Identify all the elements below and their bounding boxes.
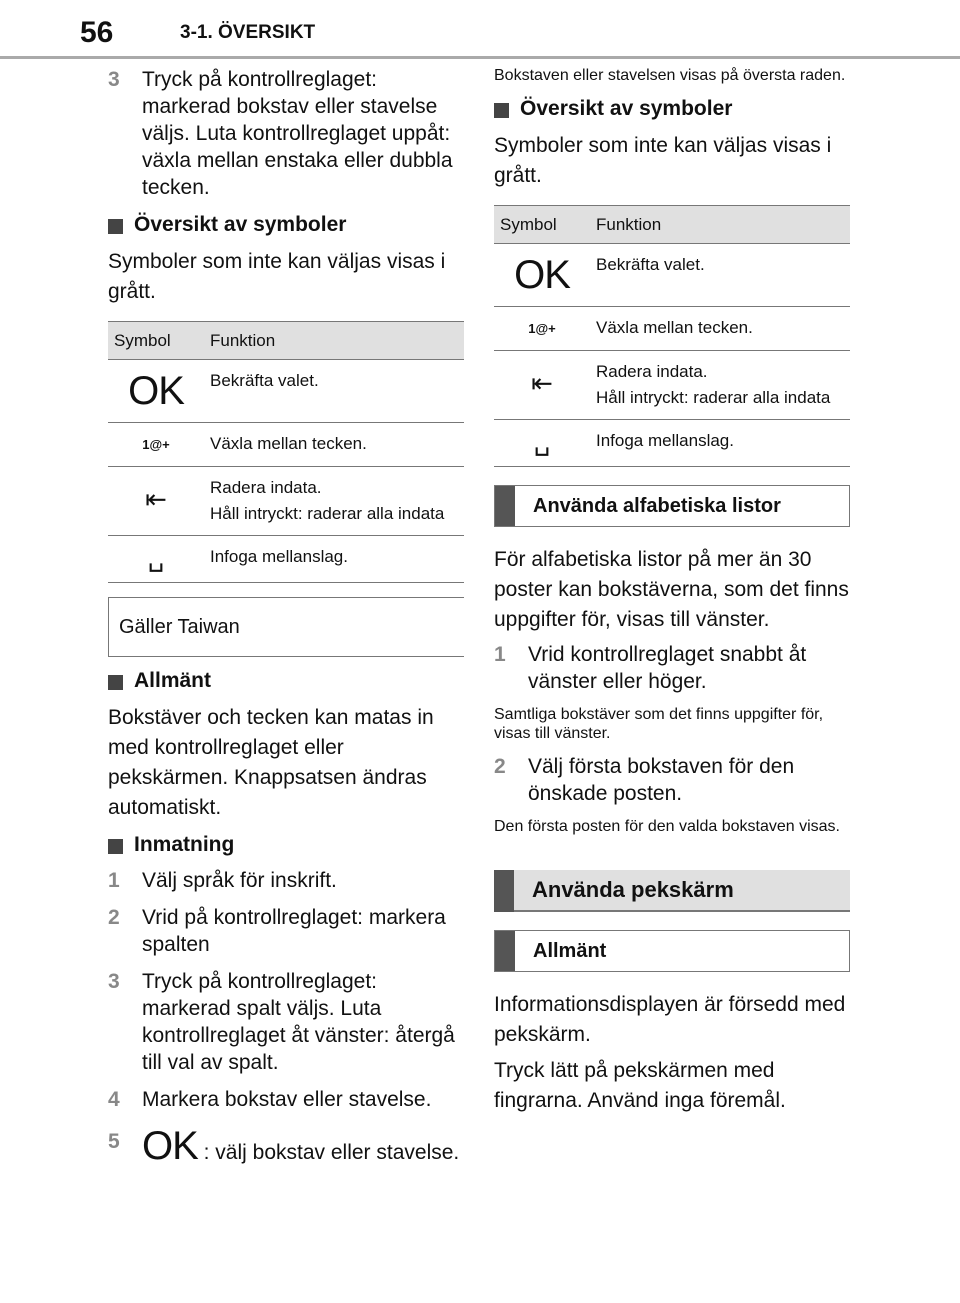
table-cell: Infoga mellanslag.	[204, 536, 464, 583]
subheading-text: Inmatning	[134, 833, 235, 856]
table-row	[108, 423, 464, 467]
table-cell	[204, 467, 464, 536]
space-icon: ␣	[108, 536, 204, 583]
paragraph: Informationsdisplayen är försedd med pekskärm.	[494, 993, 846, 1046]
square-bullet-icon	[108, 219, 123, 234]
subheading-symbols	[108, 211, 464, 239]
step-item	[108, 1086, 464, 1113]
paragraph: Tryck lätt på pekskärmen med fingrarna. Använd inga föremål.	[494, 1059, 786, 1112]
table-row	[108, 360, 464, 423]
step-item	[108, 1123, 464, 1172]
small-note: Den första posten för den valda bokstaven visas.	[494, 818, 840, 835]
cell-line: Håll intryckt: raderar alla indata	[210, 504, 445, 523]
cell-line: Radera indata.	[210, 478, 322, 497]
region-note: Gäller Taiwan	[108, 597, 464, 657]
section-bar	[494, 870, 514, 912]
square-bullet-icon	[108, 675, 123, 690]
section-box-alphabetical	[494, 485, 850, 527]
paragraph: Bokstäver och tecken kan matas in med kontrollreglaget eller pekskärmen. Knappsatsen ändras automatiskt.	[108, 706, 434, 819]
header-divider	[0, 56, 960, 59]
step-text: Välj första bokstaven för den önskade posten.	[528, 755, 795, 805]
subheading-text: Översikt av symboler	[520, 97, 733, 120]
step-text: Välj språk för inskrift.	[142, 869, 337, 892]
subheading-text: Allmänt	[134, 669, 212, 692]
table-cell: Växla mellan tecken.	[204, 423, 464, 467]
step-number: 1	[494, 643, 506, 666]
paragraph: För alfabetiska listor på mer än 30 poster kan bokstäverna, som det finns uppgifter för, visas till vänster.	[494, 548, 849, 631]
section-box-general	[494, 930, 850, 972]
table-row	[108, 536, 464, 583]
step-number: 2	[108, 906, 120, 929]
column-header: Symbol	[494, 206, 590, 244]
step-number: 5	[108, 1130, 120, 1153]
table-cell: Infoga mellanslag.	[590, 420, 850, 467]
step-text: Tryck på kontrollreglaget: markerad bokstav eller stavelse väljs. Luta kontrollreglaget uppåt: växla mellan enstaka eller dubbla tecken.	[142, 68, 453, 199]
step-text: : välj bokstav eller stavelse.	[203, 1141, 460, 1164]
page-number: 56	[80, 16, 114, 49]
box-heading-text: Använda pekskärm	[532, 877, 734, 902]
step-text: Tryck på kontrollreglaget: markerad spalt väljs. Luta kontrollreglaget åt vänster: återgå till val av spalt.	[142, 970, 455, 1074]
step-item	[494, 641, 850, 695]
delete-icon: ⇤	[494, 351, 590, 420]
table-header-row	[108, 322, 464, 360]
section-box-touchscreen	[494, 870, 850, 912]
square-bullet-icon	[108, 839, 123, 854]
column-header: Funktion	[590, 206, 850, 244]
table-cell: Bekräfta valet.	[204, 360, 464, 423]
column-header: Funktion	[204, 322, 464, 360]
paragraph: Symboler som inte kan väljas visas i grått.	[108, 250, 446, 303]
step-number: 2	[494, 755, 506, 778]
subheading-symbols	[494, 95, 850, 123]
switch-chars-icon: 1@+	[494, 307, 590, 351]
subheading-text: Översikt av symboler	[134, 213, 347, 236]
step-text: Vrid kontrollreglaget snabbt åt vänster eller höger.	[528, 643, 807, 693]
table-row	[494, 307, 850, 351]
space-icon: ␣	[494, 420, 590, 467]
symbol-table	[108, 321, 464, 583]
ok-icon: OK	[142, 1124, 198, 1168]
square-bullet-icon	[494, 103, 509, 118]
step-item	[108, 867, 464, 894]
paragraph: Symboler som inte kan väljas visas i grått.	[494, 134, 832, 187]
table-cell: Bekräfta valet.	[590, 244, 850, 307]
cell-line: Radera indata.	[596, 362, 708, 381]
step-number: 1	[108, 869, 120, 892]
section-bar	[495, 486, 515, 526]
box-heading-text: Allmänt	[533, 940, 607, 962]
step-item	[494, 753, 850, 807]
step-item	[108, 66, 464, 201]
ok-icon: OK	[494, 244, 590, 307]
right-column	[494, 66, 850, 1122]
step-number: 3	[108, 970, 120, 993]
step-text: Vrid på kontrollreglaget: markera spalten	[142, 906, 446, 956]
ok-icon: OK	[108, 360, 204, 423]
table-header-row	[494, 206, 850, 244]
symbol-table	[494, 205, 850, 467]
subheading-general	[108, 667, 464, 695]
small-note: Bokstaven eller stavelsen visas på översta raden.	[494, 67, 846, 84]
switch-chars-icon: 1@+	[108, 423, 204, 467]
step-text: Markera bokstav eller stavelse.	[142, 1088, 432, 1111]
table-row	[108, 467, 464, 536]
step-number: 4	[108, 1088, 120, 1111]
left-column	[108, 66, 464, 1182]
table-cell: Växla mellan tecken.	[590, 307, 850, 351]
box-heading-text: Använda alfabetiska listor	[533, 495, 781, 517]
delete-icon: ⇤	[108, 467, 204, 536]
table-row	[494, 244, 850, 307]
subheading-input	[108, 831, 464, 859]
table-row	[494, 420, 850, 467]
step-item	[108, 968, 464, 1076]
section-bar	[495, 931, 515, 971]
step-item	[108, 904, 464, 958]
table-row	[494, 351, 850, 420]
page-header	[0, 0, 960, 60]
small-note: Samtliga bokstäver som det finns uppgifter för, visas till vänster.	[494, 706, 824, 742]
section-title: 3-1. ÖVERSIKT	[180, 22, 316, 43]
step-number: 3	[108, 68, 120, 91]
cell-line: Håll intryckt: raderar alla indata	[596, 388, 831, 407]
table-cell	[590, 351, 850, 420]
column-header: Symbol	[108, 322, 204, 360]
